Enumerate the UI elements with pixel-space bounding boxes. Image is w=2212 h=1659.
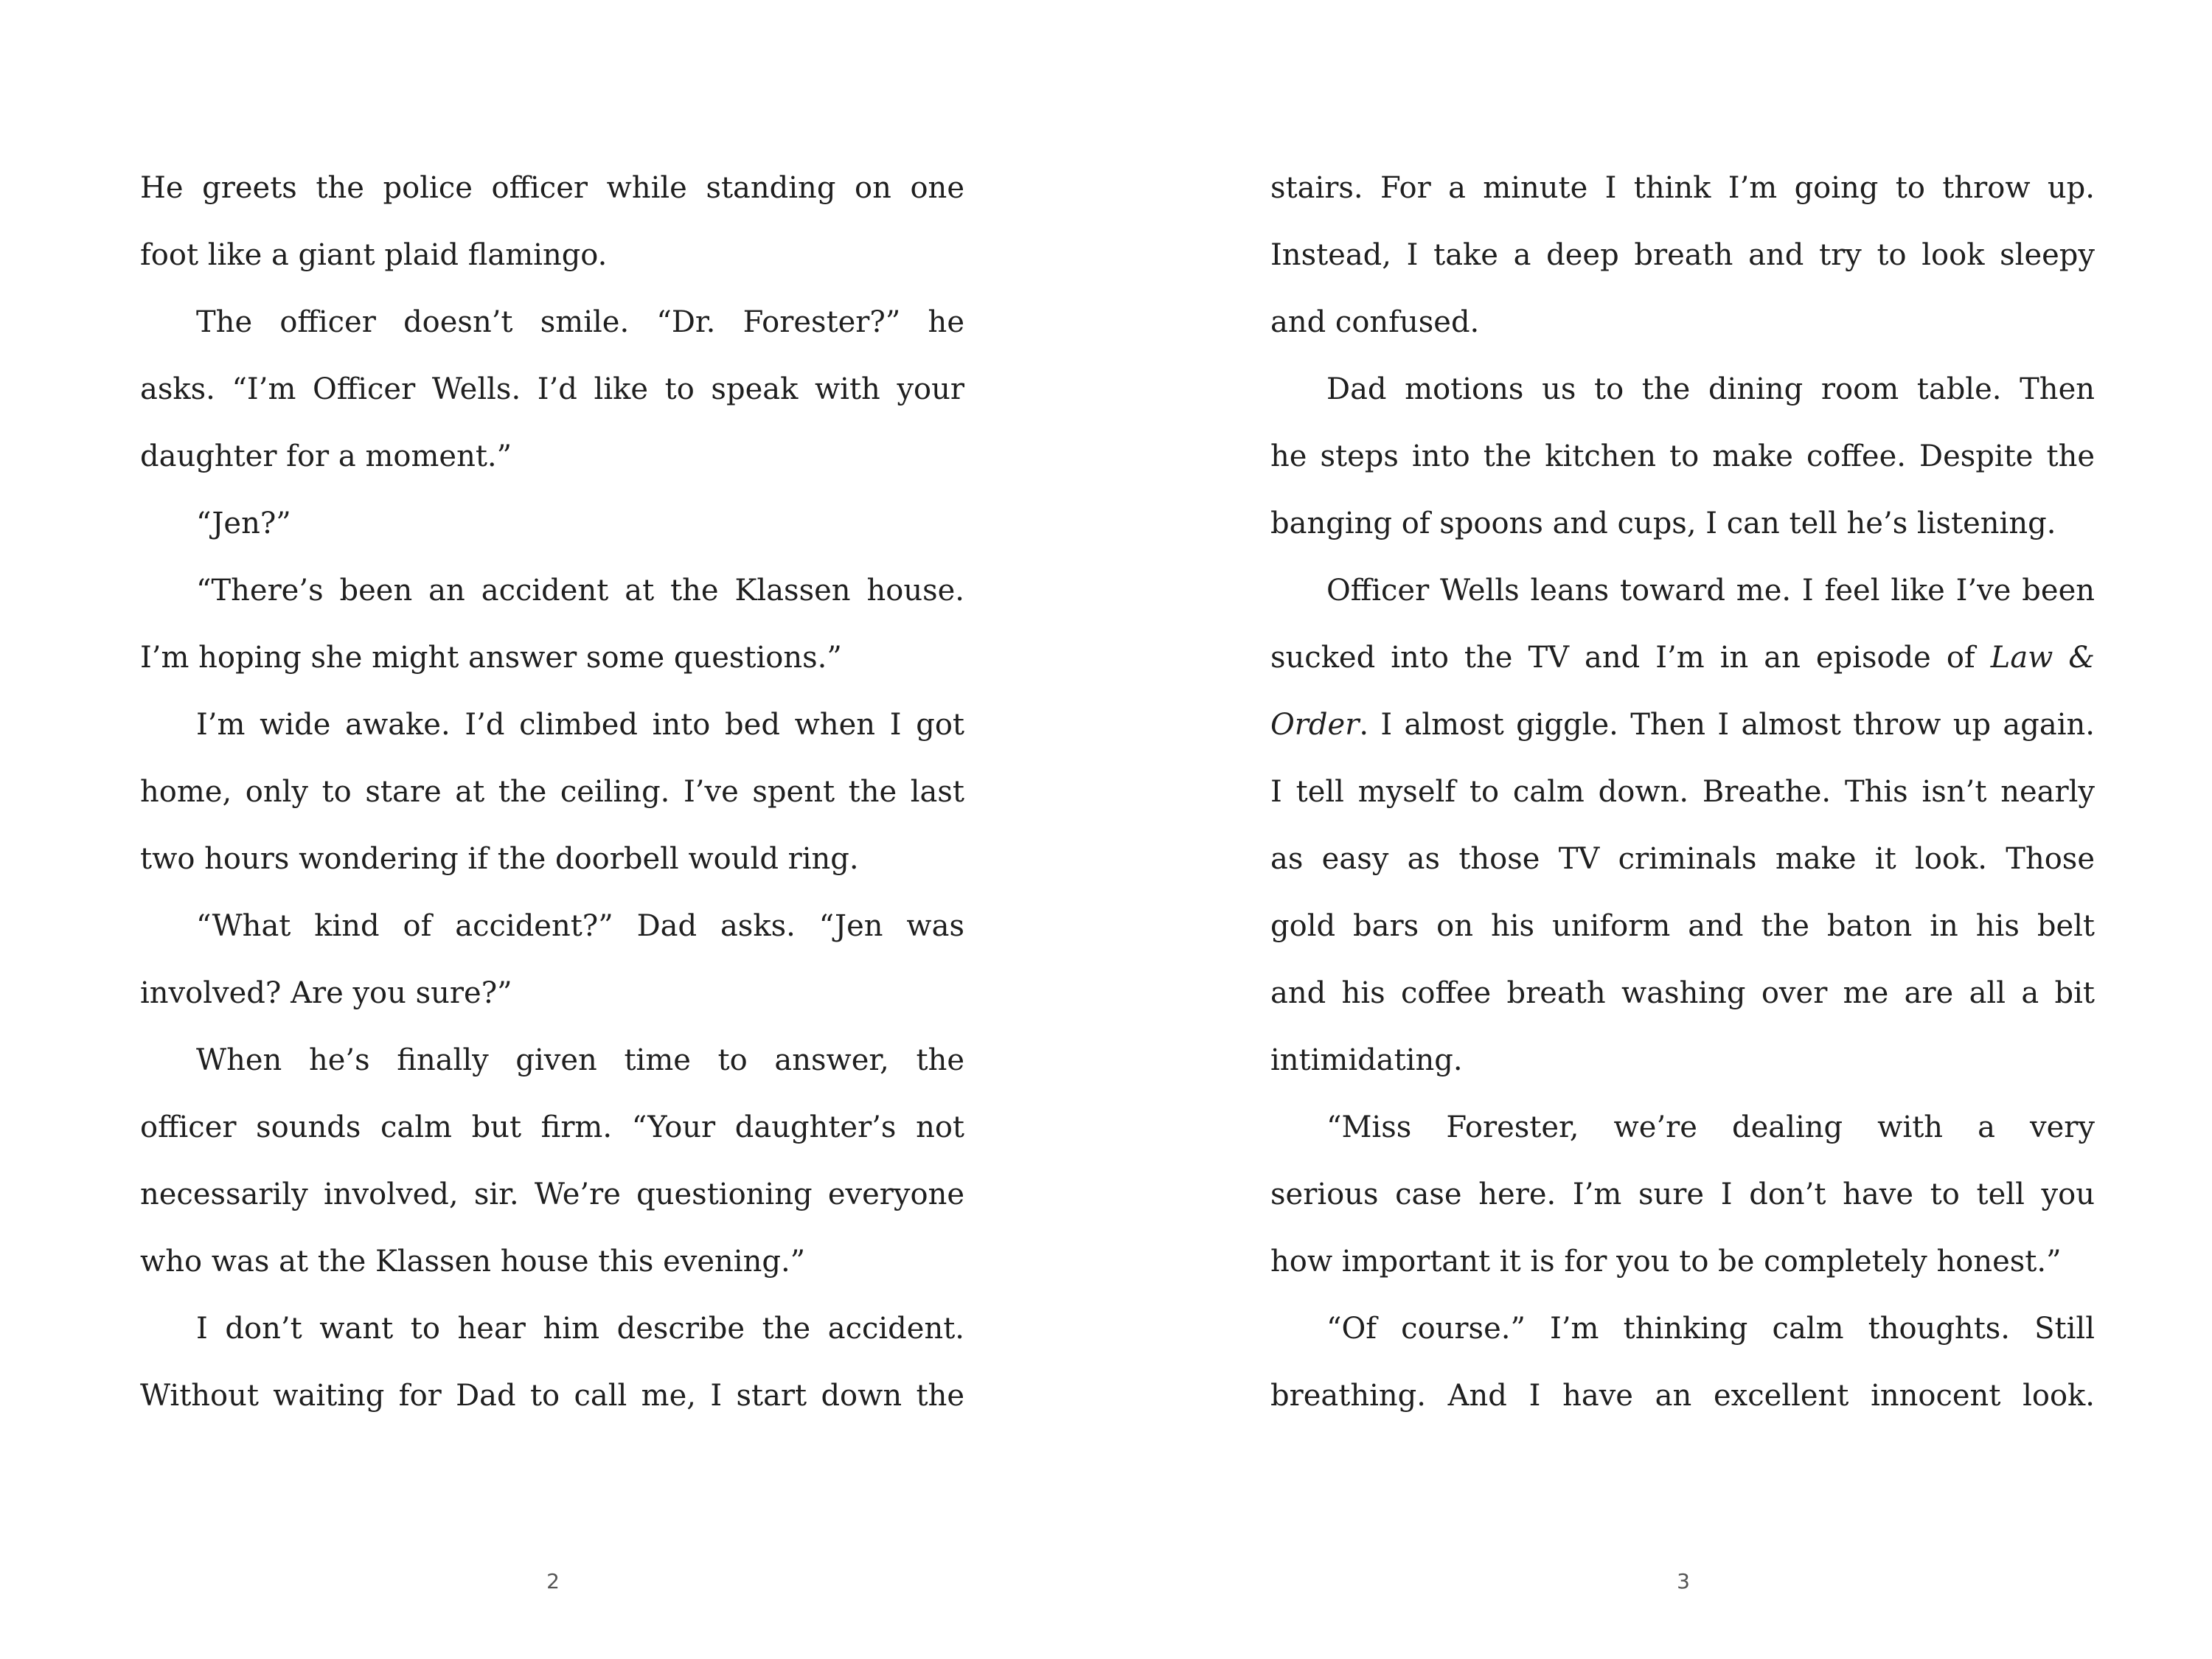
text-line: sucked into the TV and I’m in an episode of Law &	[1270, 641, 2096, 675]
text-line: serious case here. I’m sure I don’t have to tell you	[1270, 1178, 2095, 1211]
text-line: “There’s been an accident at the Klassen house.	[196, 574, 964, 608]
text-line: who was at the Klassen house this evening.”	[140, 1245, 806, 1279]
text-line: Dad motions us to the dining room table. Then	[1326, 372, 2095, 406]
show-title-italic: Order	[1270, 708, 1360, 742]
text-line: breathing. And I have an excellent innocent look.	[1270, 1379, 2095, 1413]
text-line: foot like a giant plaid flamingo.	[140, 238, 608, 272]
right-page	[1106, 0, 2212, 1659]
text-line: Without waiting for Dad to call me, I start down the	[140, 1379, 964, 1413]
text-line: Officer Wells leans toward me. I feel like I’ve been	[1326, 574, 2095, 608]
text-line: and his coffee breath washing over me are all a bit	[1270, 976, 2095, 1010]
text-line: and confused.	[1270, 305, 1480, 339]
text-line: stairs. For a minute I think I’m going to throw up.	[1270, 171, 2095, 205]
text-line: I’m wide awake. I’d climbed into bed when I got	[196, 708, 964, 742]
text-line: daughter for a moment.”	[140, 439, 512, 473]
text-line: banging of spoons and cups, I can tell he’s listening.	[1270, 507, 2056, 540]
text-line: “Jen?”	[196, 507, 291, 540]
text-line: intimidating.	[1270, 1043, 1463, 1077]
right-page-text	[1270, 155, 2095, 1430]
text-line: asks. “I’m Officer Wells. I’d like to speak with your	[140, 372, 964, 406]
text-line: two hours wondering if the doorbell would ring.	[140, 842, 859, 876]
text-line: officer sounds calm but firm. “Your daughter’s not	[140, 1110, 964, 1144]
text-line: Instead, I take a deep breath and try to look sleepy	[1270, 238, 2095, 272]
text-line: how important it is for you to be completely honest.”	[1270, 1245, 2062, 1279]
text-line: When he’s finally given time to answer, the	[196, 1043, 964, 1077]
text-line: as easy as those TV criminals make it look. Those	[1270, 842, 2095, 876]
text-line: I tell myself to calm down. Breathe. This isn’t nearly	[1270, 775, 2095, 809]
text-line: gold bars on his uniform and the baton in his belt	[1270, 909, 2095, 943]
show-title-italic: Law &	[1990, 641, 2096, 675]
text-line: “Of course.” I’m thinking calm thoughts. Still	[1326, 1312, 2095, 1346]
text-line: he steps into the kitchen to make coffee. Despite the	[1270, 439, 2095, 473]
text-line: “What kind of accident?” Dad asks. “Jen was	[196, 909, 964, 943]
text-line: involved? Are you sure?”	[140, 976, 512, 1010]
text-line: The officer doesn’t smile. “Dr. Forester?” he	[196, 305, 964, 339]
page-number: 3	[1677, 1569, 1690, 1593]
text-line: home, only to stare at the ceiling. I’ve spent the last	[140, 775, 964, 809]
text-line: necessarily involved, sir. We’re questioning everyone	[140, 1178, 964, 1211]
text-line: “Miss Forester, we’re dealing with a very	[1326, 1110, 2095, 1144]
text-line: He greets the police officer while standing on one	[140, 171, 964, 205]
left-page-text	[140, 155, 964, 1430]
text-line: I don’t want to hear him describe the accident.	[196, 1312, 964, 1346]
text-line: Order. I almost giggle. Then I almost throw up again.	[1270, 708, 2095, 742]
page-number: 2	[546, 1569, 560, 1593]
text-line: I’m hoping she might answer some questions.”	[140, 641, 842, 675]
